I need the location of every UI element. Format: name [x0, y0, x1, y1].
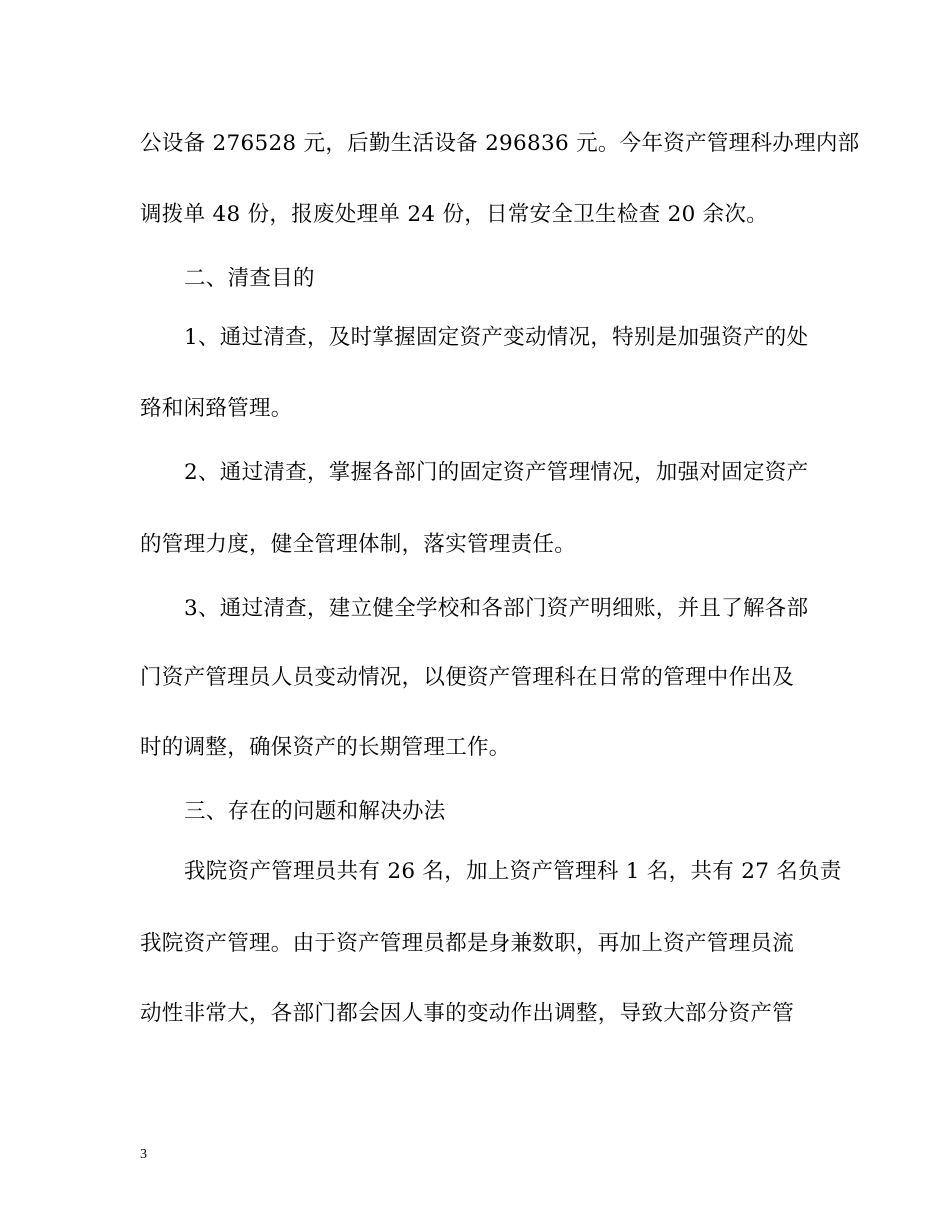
- body-text-line: 门资产管理员人员变动情况，以便资产管理科在日常的管理中作出及: [140, 665, 795, 690]
- body-text-line: 公设备 276528 元，后勤生活设备 296836 元。今年资产管理科办理内部: [140, 131, 860, 156]
- section-heading: 三、存在的问题和解决办法: [184, 799, 446, 824]
- body-text-line: 我院资产管理。由于资产管理员都是身兼数职，再加上资产管理员流: [140, 931, 795, 956]
- body-text-line: 的管理力度，健全管理体制，落实管理责任。: [140, 532, 577, 557]
- paragraph-start: 我院资产管理员共有 26 名，加上资产管理科 1 名，共有 27 名负责: [184, 859, 842, 884]
- body-text-line: 动性非常大，各部门都会因人事的变动作出调整，导致大部分资产管: [140, 1001, 795, 1026]
- section-heading: 二、清查目的: [184, 266, 315, 291]
- list-item-1: 1、通过清查，及时掌握固定资产变动情况，特别是加强资产的处: [184, 325, 809, 350]
- page-number: 3: [140, 1147, 147, 1162]
- list-item-2: 2、通过清查，掌握各部门的固定资产管理情况，加强对固定资产: [184, 460, 809, 485]
- body-text-line: 时的调整，确保资产的长期管理工作。: [140, 735, 511, 760]
- body-text-line: 臵和闲臵管理。: [140, 396, 293, 421]
- body-text-line: 调拨单 48 份，报废处理单 24 份，日常安全卫生检查 20 余次。: [140, 202, 769, 227]
- list-item-3: 3、通过清查，建立健全学校和各部门资产明细账，并且了解各部: [184, 596, 809, 621]
